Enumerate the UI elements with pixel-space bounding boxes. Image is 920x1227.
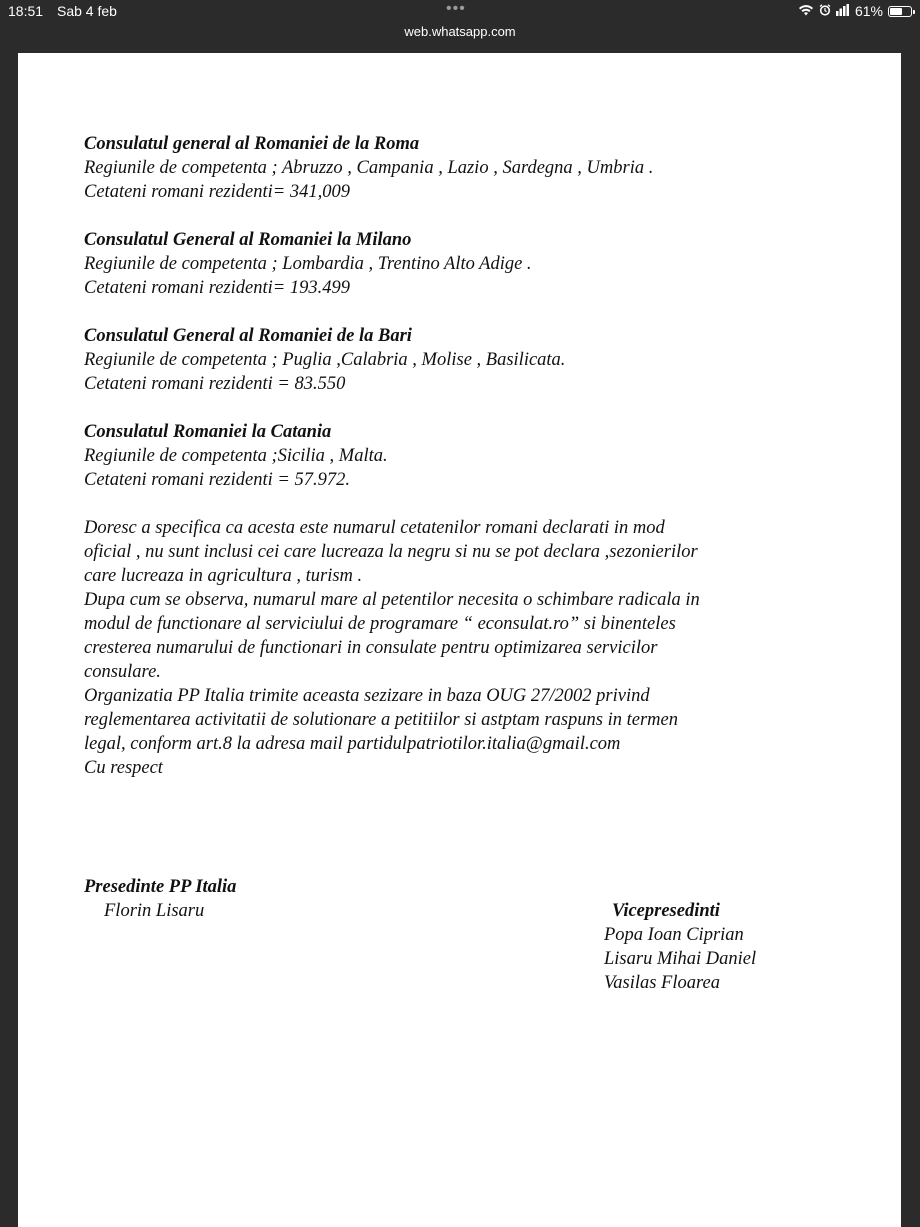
- consulate-heading: Consulatul General al Romaniei de la Bari: [84, 326, 412, 346]
- body-line: consulare.: [84, 662, 161, 682]
- consulate-section: [84, 228, 804, 300]
- consulate-regions: Regiunile de competenta ; Lombardia , Trentino Alto Adige .: [84, 254, 532, 274]
- body-line: Doresc a specifica ca acesta este numarul cetatenilor romani declarati in mod: [84, 518, 665, 538]
- body-line: oficial , nu sunt inclusi cei care lucreaza la negru si nu se pot declara ,sezonierilor: [84, 542, 698, 562]
- body-line: reglementarea activitatii de solutionare a petitiilor si astptam raspuns in termen: [84, 710, 679, 730]
- consulate-regions: Regiunile de competenta ; Puglia ,Calabria , Molise , Basilicata.: [84, 350, 566, 370]
- vice-president-name: Vasilas Floarea: [604, 973, 720, 993]
- consulate-section: [84, 132, 804, 204]
- president-name: Florin Lisaru: [104, 901, 205, 921]
- consulate-section: [84, 420, 804, 492]
- consulate-regions: Regiunile de competenta ; Abruzzo , Campania , Lazio , Sardegna , Umbria .: [84, 158, 654, 178]
- consulate-regions: Regiunile de competenta ;Sicilia , Malta.: [84, 446, 388, 466]
- address-bar[interactable]: web.whatsapp.com: [404, 24, 516, 39]
- body-line: Organizatia PP Italia trimite aceasta sezizare in baza OUG 27/2002 privind: [84, 686, 650, 706]
- consulate-heading: Consulatul General al Romaniei la Milano: [84, 230, 412, 250]
- consulate-heading: Consulatul general al Romaniei de la Roma: [84, 134, 420, 154]
- body-line: legal, conform art.8 la adresa mail partidulpatriotilor.italia@gmail.com: [84, 734, 621, 754]
- vice-president-name: Popa Ioan Ciprian: [604, 925, 744, 945]
- wifi-icon: [798, 3, 814, 19]
- body-line: care lucreaza in agricultura , turism .: [84, 566, 363, 586]
- consulate-section: [84, 324, 804, 396]
- consulate-citizens: Cetateni romani rezidenti = 83.550: [84, 374, 346, 394]
- body-line: modul de functionare al serviciului de programare “ econsulat.ro” si binenteles: [84, 614, 676, 634]
- vice-president-name: Lisaru Mihai Daniel: [604, 949, 757, 969]
- vice-presidents-signature: [604, 899, 756, 995]
- status-bar: [0, 0, 920, 24]
- status-right: [798, 3, 912, 19]
- multitasking-dots-icon[interactable]: •••: [446, 0, 466, 17]
- president-signature: [84, 875, 236, 923]
- alarm-icon: [819, 3, 831, 19]
- battery-percent: 61%: [854, 3, 883, 19]
- battery-fill: [890, 8, 902, 15]
- document-body: [84, 132, 804, 780]
- status-time: 18:51: [8, 3, 44, 19]
- body-line: cresterea numarului de functionari in consulate pentru optimizarea servicilor: [84, 638, 658, 658]
- consulate-heading: Consulatul Romaniei la Catania: [84, 422, 332, 442]
- body-line: Dupa cum se observa, numarul mare al petentilor necesita o schimbare radicala in: [84, 590, 700, 610]
- body-paragraph: [84, 516, 804, 756]
- vice-presidents-title: Vicepresedinti: [612, 901, 720, 921]
- signal-bars-icon: [836, 3, 850, 19]
- battery-icon: [888, 6, 912, 17]
- closing-salutation: Cu respect: [84, 758, 163, 778]
- consulate-citizens: Cetateni romani rezidenti = 57.972.: [84, 470, 350, 490]
- consulate-citizens: Cetateni romani rezidenti= 193.499: [84, 278, 350, 298]
- status-date: Sab 4 feb: [57, 3, 117, 19]
- president-title: Presedinte PP Italia: [84, 877, 237, 897]
- consulate-citizens: Cetateni romani rezidenti= 341,009: [84, 182, 350, 202]
